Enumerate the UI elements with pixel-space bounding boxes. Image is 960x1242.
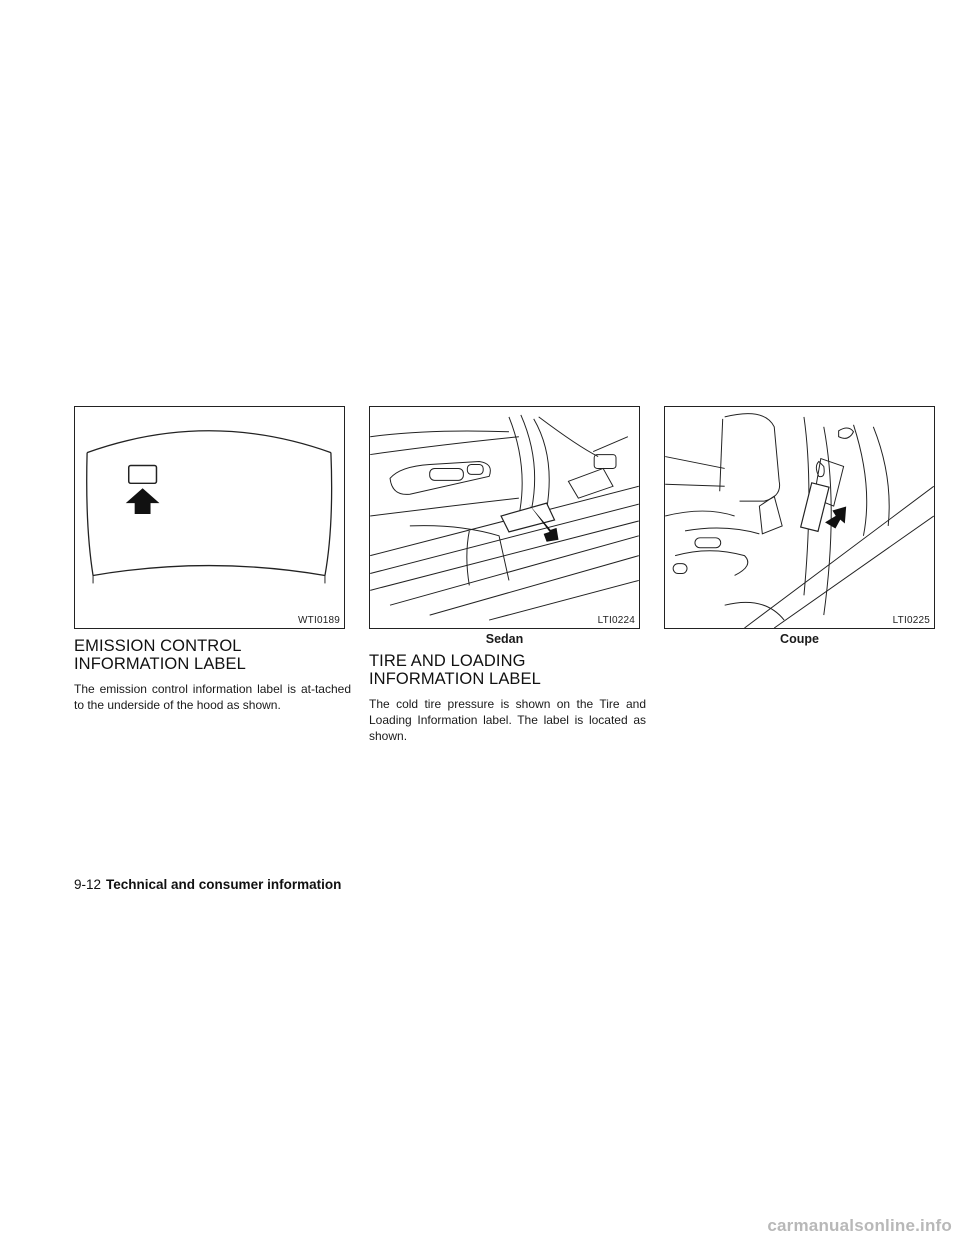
arrow-up-icon [126,488,160,514]
hood-illustration [75,407,344,628]
emission-label-heading: EMISSION CONTROL INFORMATION LABEL [74,637,246,673]
coupe-door-illustration [665,407,934,628]
page-footer [74,877,341,892]
label-sticker [801,483,829,532]
sedan-label-figure [369,406,640,629]
figure-caption-sedan: Sedan [485,632,524,646]
figure-code: LTI0225 [892,615,930,626]
hood-label-figure [74,406,345,629]
figure-caption-coupe: Coupe [780,632,819,646]
tire-label-body: The cold tire pressure is shown on the Tire and Loading Information label. The label is located as shown. [369,697,646,743]
page-number: 9-12 [74,877,102,892]
emission-label-body: The emission control information label is at-tached to the underside of the hood as shown. [74,682,351,712]
figure-code: LTI0224 [597,615,635,626]
coupe-label-figure [664,406,935,629]
figure-code: WTI0189 [298,615,340,626]
tire-label-heading: TIRE AND LOADING INFORMATION LABEL [369,652,541,688]
label-box-icon [129,465,157,483]
section-title: Technical and consumer information [106,877,342,892]
watermark: carmanualsonline.info [767,1216,952,1235]
arrow-icon [824,501,854,532]
sedan-door-illustration [370,407,639,628]
